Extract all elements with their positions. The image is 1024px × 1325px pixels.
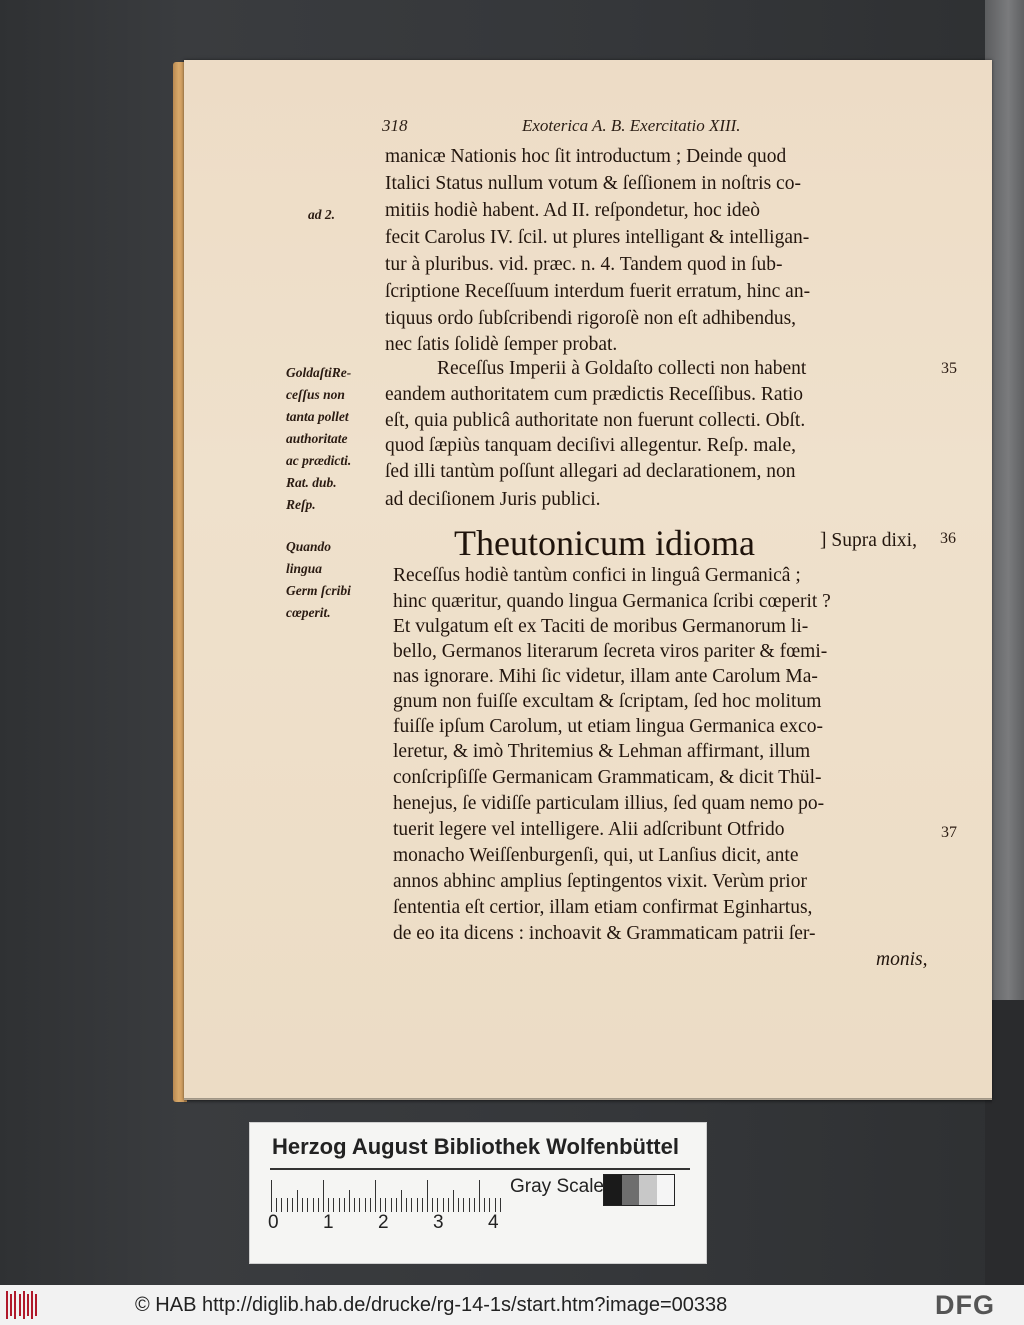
page-shadow [184,1098,992,1104]
logo-bar [10,1294,12,1316]
copyright-link[interactable]: © HAB http://diglib.hab.de/drucke/rg-14-1s/start.htm?image=00338 [135,1294,728,1316]
text-line: tuerit legere vel intelligere. Alii adſcribunt Otfrido [393,819,785,840]
margin-note-quando: lingua [286,561,323,576]
margin-note-goldasti: Rat. dub. [286,475,337,490]
ruler-tick [474,1198,475,1212]
logo-bar [27,1294,29,1316]
text-line: annos abhinc amplius ſeptingentos vixit. Verùm prior [393,871,807,892]
ruler-tick [479,1180,480,1212]
text-line: Et vulgatum eſt ex Taciti de moribus Germanorum li- [393,616,809,637]
text-line: henejus, ſe vidiſſe particulam illius, ſed quam nemo po- [393,793,825,814]
ruler-tick [297,1190,298,1212]
ruler-tick [359,1198,360,1212]
logo-bar [35,1294,37,1316]
logo-bar [19,1294,21,1316]
paragraph-number: 36 [940,530,956,547]
paragraph-number: 37 [941,824,957,841]
ruler-label: 2 [378,1212,389,1233]
margin-note-ad2: ad 2. [308,207,335,222]
ruler-label: 3 [433,1212,444,1233]
running-header [382,116,942,142]
text-line: ad deciſionem Juris publici. [385,489,601,510]
ruler-tick [276,1198,277,1212]
ruler-tick [380,1198,381,1212]
ruler-tick [333,1198,334,1212]
ruler-tick [318,1198,319,1212]
logo-bar [31,1291,33,1319]
text-line: fuiſſe ipſum Carolum, ut etiam lingua Germanica exco- [393,716,823,737]
ruler-tick [287,1198,288,1212]
ruler-tick [443,1198,444,1212]
ruler-tick [427,1180,428,1212]
margin-note-quando: cœperit. [286,605,331,620]
ruler-tick [307,1198,308,1212]
ruler-tick [370,1198,371,1212]
ruler-tick [385,1198,386,1212]
margin-note-goldasti: authoritate [286,431,348,446]
ruler-tick [292,1198,293,1212]
text-line: nas ignorare. Mihi ſic videtur, illam ante Carolum Ma- [393,666,818,687]
text-line: hinc quæritur, quando lingua Germanica ſcribi cœperit ? [393,591,831,612]
ruler-tick [406,1198,407,1212]
text-line: Receſſus Imperii à Goldaſto collecti non habent [437,358,807,379]
text-line: de eo ita dicens : inchoavit & Grammaticam patrii ſer- [393,923,816,944]
heading-bracket-text: ] Supra dixi, [820,530,917,551]
ruler-tick [328,1198,329,1212]
ruler-tick [422,1198,423,1212]
ruler-tick [365,1198,366,1212]
ruler-tick [458,1198,459,1212]
ruler-tick [313,1198,314,1212]
ruler-tick [411,1198,412,1212]
text-line: gnum non fuiſſe excultam & ſcriptam, ſed hoc molitum [393,691,822,712]
section-heading: Theutonicum idioma [454,523,755,563]
text-line: Italici Status nullum votum & ſeſſionem in noſtris co- [385,173,801,194]
margin-note-quando: Germ ſcribi [286,583,351,598]
ruler-tick [437,1198,438,1212]
card-rule [270,1168,690,1170]
scale-ruler [271,1178,503,1212]
ruler-tick [396,1198,397,1212]
ruler-tick [495,1198,496,1212]
text-line: tur à pluribus. vid. præc. n. 4. Tandem quod in ſub- [385,254,783,275]
ruler-tick [417,1198,418,1212]
page-number: 318 [382,116,408,135]
text-line: quod ſæpiùs tanquam deciſivi allegentur. Reſp. male, [385,435,797,456]
ruler-tick [463,1198,464,1212]
text-line: eandem authoritatem cum prædictis Receſſibus. Ratio [385,384,804,405]
library-name: Herzog August Bibliothek Wolfenbüttel [272,1134,679,1159]
gray-scale-label: Gray Scale [510,1176,604,1197]
text-line: mitiis hodiè habent. Ad II. reſpondetur, hoc ideò [385,200,761,221]
margin-note-goldasti: ac prædicti. [286,453,352,468]
margin-note-goldasti: Reſp. [286,497,316,512]
ruler-tick [484,1198,485,1212]
text-line: conſcripſiſſe Germanicam Grammaticam, & dicit Thül- [393,767,822,788]
ruler-label: 4 [488,1212,499,1233]
running-head-title: Exoterica A. B. Exercitatio XIII. [522,116,741,135]
gray-swatch-black [604,1175,622,1205]
gray-swatch-white [657,1175,675,1205]
ruler-tick [500,1198,501,1212]
ruler-tick [391,1198,392,1212]
text-line: monacho Weiſſenburgenſi, qui, ut Lanſius dicit, ante [393,845,799,866]
ruler-tick [375,1180,376,1212]
ruler-tick [349,1190,350,1212]
ruler-tick [339,1198,340,1212]
ruler-tick [354,1198,355,1212]
logo-bar [23,1291,25,1319]
ruler-tick [344,1198,345,1212]
margin-note-quando: Quando [286,539,332,554]
text-line: ſententia eſt certior, illam etiam confirmat Eginhartus, [393,897,813,918]
ruler-tick [432,1198,433,1212]
gray-scale-swatches [603,1174,675,1206]
ruler-tick [448,1198,449,1212]
margin-note-goldasti: GoldaſtiRe- [286,365,352,380]
gray-swatch-light [639,1175,657,1205]
paragraph-number: 35 [941,360,957,377]
text-line: ſed illi tantùm poſſunt allegari ad declarationem, non [385,461,796,482]
ruler-tick [401,1190,402,1212]
ruler-tick [469,1198,470,1212]
margin-note-goldasti: tanta pollet [286,409,349,424]
margin-note-goldasti: ceſſus non [286,387,345,402]
ruler-tick [302,1198,303,1212]
dfg-logo[interactable]: DFG [935,1290,995,1320]
catchword: monis, [876,949,928,970]
ruler-label: 0 [268,1212,279,1233]
ruler-label: 1 [323,1212,334,1233]
ruler-tick [323,1180,324,1212]
logo-bar [14,1291,16,1319]
text-line: ſcriptione Receſſuum interdum fuerit erratum, hinc an- [385,281,811,302]
logo-bar [6,1291,8,1319]
text-line: eſt, quia publicâ authoritate non fuerunt collecti. Obſt. [385,410,806,431]
text-line: leretur, & imò Thritemius & Lehman affirmant, illum [393,741,811,762]
text-line: manicæ Nationis hoc ſit introductum ; Deinde quod [385,146,787,167]
text-line: Receſſus hodiè tantùm confici in linguâ Germanicâ ; [393,565,801,586]
hab-logo-icon[interactable] [6,1291,40,1319]
ruler-tick [453,1190,454,1212]
text-line: fecit Carolus IV. ſcil. ut plures intelligant & intelligan- [385,227,810,248]
text-line: bello, Germanos literarum ſecreta viros pariter & fœmi- [393,641,828,662]
text-line: nec ſatis ſolidè ſemper probat. [385,334,618,355]
text-line: tiquus ordo ſubſcribendi rigoroſè non eſt adhibendus, [385,308,797,329]
gray-swatch-dark [622,1175,640,1205]
ruler-tick [281,1198,282,1212]
ruler-tick [489,1198,490,1212]
ruler-tick [271,1180,272,1212]
